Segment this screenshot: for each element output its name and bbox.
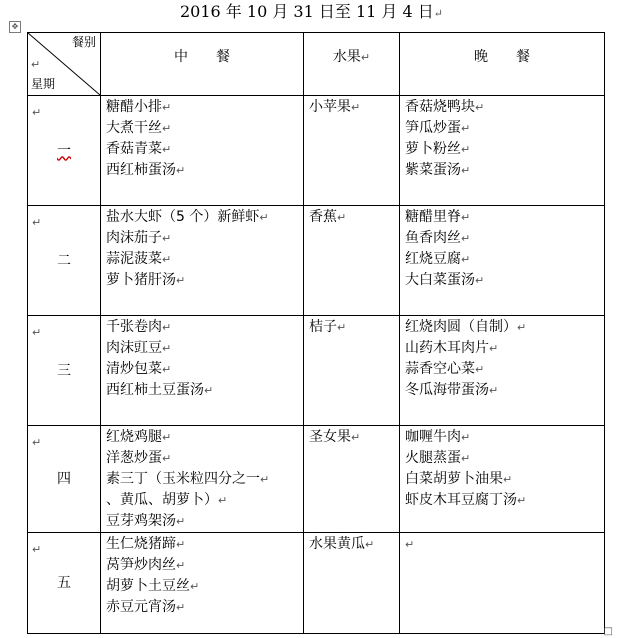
lunch-item bbox=[106, 576, 303, 597]
paragraph-mark: ↵ bbox=[162, 342, 172, 355]
paragraph-mark: ↵ bbox=[461, 211, 471, 224]
table-row bbox=[28, 206, 605, 316]
lunch-item-text: 香菇青菜 bbox=[106, 141, 162, 157]
header-fruit bbox=[304, 47, 399, 68]
table-row bbox=[28, 533, 605, 634]
lunch-cell bbox=[101, 426, 304, 533]
paragraph-mark: ↵ bbox=[32, 216, 42, 229]
header-dinner-cell bbox=[400, 33, 605, 96]
fruit-item-text: 水果黄瓜 bbox=[309, 536, 365, 552]
lunch-item-text: 千张卷肉 bbox=[106, 319, 162, 335]
lunch-cell bbox=[101, 96, 304, 206]
paragraph-mark: ↵ bbox=[517, 321, 527, 334]
dinner-list bbox=[400, 206, 604, 291]
lunch-item bbox=[106, 359, 303, 380]
weekday-label bbox=[28, 141, 100, 162]
paragraph-mark: ↵ bbox=[337, 321, 347, 334]
lunch-item bbox=[106, 97, 303, 118]
paragraph-mark: ↵ bbox=[475, 101, 485, 114]
lunch-cell bbox=[101, 206, 304, 316]
fruit-list bbox=[304, 533, 399, 555]
lunch-item bbox=[106, 555, 303, 576]
paragraph-mark: ↵ bbox=[162, 363, 172, 376]
weekday-text: 一 bbox=[57, 142, 71, 159]
fruit-cell bbox=[304, 316, 400, 426]
fruit-list bbox=[304, 316, 399, 338]
lunch-item bbox=[106, 207, 303, 228]
paragraph-mark: ↵ bbox=[260, 473, 270, 486]
header-diagonal-cell bbox=[28, 33, 101, 96]
lunch-item bbox=[106, 139, 303, 160]
lunch-item bbox=[106, 490, 303, 511]
lunch-item-text: 肉沫茄子 bbox=[106, 230, 162, 246]
menu-table bbox=[27, 32, 605, 634]
paragraph-mark: ↵ bbox=[190, 580, 200, 593]
dinner-item-text: 大白菜蛋汤 bbox=[405, 272, 475, 288]
day-cell bbox=[28, 96, 101, 206]
dinner-list bbox=[400, 533, 604, 555]
paragraph-mark: ↵ bbox=[475, 363, 485, 376]
fruit-list bbox=[304, 206, 399, 228]
lunch-item bbox=[106, 338, 303, 359]
lunch-item-text: 清炒包菜 bbox=[106, 361, 162, 377]
header-lunch-cell bbox=[101, 33, 304, 96]
paragraph-mark: ↵ bbox=[32, 436, 42, 449]
lunch-item-text: 洋葱炒蛋 bbox=[106, 450, 162, 466]
lunch-item bbox=[106, 249, 303, 270]
fruit-item bbox=[309, 317, 399, 338]
header-row bbox=[28, 33, 605, 96]
paragraph-mark: ↵ bbox=[351, 431, 361, 444]
lunch-item bbox=[106, 317, 303, 338]
paragraph-mark: ↵ bbox=[32, 543, 42, 556]
paragraph-mark: ↵ bbox=[162, 232, 172, 245]
lunch-item bbox=[106, 427, 303, 448]
dinner-item-text: 白菜胡萝卜油果 bbox=[405, 471, 503, 487]
dinner-item-text: 蒜香空心菜 bbox=[405, 361, 475, 377]
paragraph-mark: ↵ bbox=[31, 58, 41, 71]
fruit-item bbox=[309, 97, 399, 118]
lunch-item-text: 大煮干丝 bbox=[106, 120, 162, 136]
lunch-item bbox=[106, 469, 303, 490]
fruit-list bbox=[304, 96, 399, 118]
lunch-cell bbox=[101, 533, 304, 634]
header-lunch: 中 餐 bbox=[174, 49, 230, 65]
weekday-text: 五 bbox=[57, 575, 71, 591]
paragraph-mark: ↵ bbox=[176, 538, 186, 551]
paragraph-mark: ↵ bbox=[162, 143, 172, 156]
lunch-item-text: 糖醋小排 bbox=[106, 99, 162, 115]
lunch-list bbox=[101, 96, 303, 181]
fruit-cell bbox=[304, 533, 400, 634]
lunch-list bbox=[101, 206, 303, 291]
dinner-item bbox=[405, 118, 604, 139]
dinner-cell bbox=[400, 426, 605, 533]
paragraph-mark: ↵ bbox=[32, 326, 42, 339]
dinner-item-text: 火腿蒸蛋 bbox=[405, 450, 461, 466]
lunch-item-text: 红烧鸡腿 bbox=[106, 429, 162, 445]
end-of-cell-mark: □ bbox=[603, 626, 613, 637]
paragraph-mark: ↵ bbox=[162, 122, 172, 135]
paragraph-mark: ↵ bbox=[162, 101, 172, 114]
dinner-item bbox=[405, 160, 604, 181]
dinner-item bbox=[405, 448, 604, 469]
lunch-item-text: 生仁烧猪蹄 bbox=[106, 536, 176, 552]
dinner-item bbox=[405, 380, 604, 401]
fruit-item bbox=[309, 207, 399, 228]
dinner-item-text: 紫菜蛋汤 bbox=[405, 162, 461, 178]
paragraph-mark: ↵ bbox=[475, 274, 485, 287]
fruit-list bbox=[304, 426, 399, 448]
weekday-label bbox=[28, 361, 100, 382]
paragraph-mark: ↵ bbox=[162, 452, 172, 465]
paragraph-mark: ↵ bbox=[461, 431, 471, 444]
table-row bbox=[28, 96, 605, 206]
paragraph-mark: ↵ bbox=[204, 384, 214, 397]
header-dinner: 晚 餐 bbox=[474, 49, 530, 65]
lunch-list bbox=[101, 316, 303, 401]
lunch-item-text: 西红柿蛋汤 bbox=[106, 162, 176, 178]
header-weekday: 星期 bbox=[31, 77, 56, 91]
header-meal-type: 餐别 bbox=[71, 35, 96, 49]
paragraph-mark: ↵ bbox=[176, 559, 186, 572]
lunch-item-text: 西红柿土豆蛋汤 bbox=[106, 382, 204, 398]
paragraph-mark: ↵ bbox=[405, 538, 415, 551]
dinner-item bbox=[405, 249, 604, 270]
table-row bbox=[28, 426, 605, 533]
dinner-item bbox=[405, 490, 604, 511]
weekday-text: 四 bbox=[57, 471, 71, 487]
paragraph-mark: ↵ bbox=[461, 143, 471, 156]
day-cell bbox=[28, 426, 101, 533]
lunch-item-text: 蒜泥菠菜 bbox=[106, 251, 162, 267]
lunch-cell bbox=[101, 316, 304, 426]
paragraph-mark: ↵ bbox=[503, 473, 513, 486]
dinner-item bbox=[405, 338, 604, 359]
fruit-cell bbox=[304, 96, 400, 206]
paragraph-mark: ↵ bbox=[489, 342, 499, 355]
dinner-item-text: 红烧豆腐 bbox=[405, 251, 461, 267]
dinner-list bbox=[400, 96, 604, 181]
fruit-cell bbox=[304, 426, 400, 533]
paragraph-mark: ↵ bbox=[337, 211, 347, 224]
lunch-item-text: 素三丁（玉米粒四分之一 bbox=[106, 471, 260, 487]
lunch-item-text: 、黄瓜、胡萝卜） bbox=[106, 492, 218, 508]
dinner-item bbox=[405, 207, 604, 228]
lunch-list bbox=[101, 426, 303, 532]
paragraph-mark: ↵ bbox=[461, 164, 471, 177]
lunch-item bbox=[106, 511, 303, 532]
day-cell bbox=[28, 206, 101, 316]
paragraph-mark: ↵ bbox=[461, 232, 471, 245]
dinner-item-text: 萝卜粉丝 bbox=[405, 141, 461, 157]
dinner-item bbox=[405, 317, 604, 338]
dinner-item bbox=[405, 228, 604, 249]
paragraph-mark: ↵ bbox=[162, 321, 172, 334]
page-title bbox=[0, 2, 623, 24]
lunch-item-text: 赤豆元宵汤 bbox=[106, 599, 176, 615]
dinner-item-text: 虾皮木耳豆腐丁汤 bbox=[405, 492, 517, 508]
dinner-cell bbox=[400, 206, 605, 316]
paragraph-mark: ↵ bbox=[461, 452, 471, 465]
title-text: 2016 年 10 月 31 日至 11 月 4 日 bbox=[180, 2, 434, 21]
weekday-label bbox=[28, 469, 100, 490]
table-row bbox=[28, 316, 605, 426]
dinner-item bbox=[405, 270, 604, 291]
paragraph-mark: ↵ bbox=[517, 494, 527, 507]
fruit-cell bbox=[304, 206, 400, 316]
lunch-item bbox=[106, 228, 303, 249]
weekday-text: 三 bbox=[57, 362, 71, 379]
dinner-item-text: 山药木耳肉片 bbox=[405, 340, 489, 356]
header-fruit-cell bbox=[304, 33, 400, 96]
paragraph-mark: ↵ bbox=[365, 538, 375, 551]
lunch-item bbox=[106, 380, 303, 401]
lunch-item-text: 萝卜猪肝汤 bbox=[106, 272, 176, 288]
move-anchor-icon[interactable]: ✥ bbox=[9, 21, 21, 33]
paragraph-mark: ↵ bbox=[218, 494, 228, 507]
paragraph-mark: ↵ bbox=[489, 384, 499, 397]
lunch-item bbox=[106, 270, 303, 291]
lunch-item bbox=[106, 597, 303, 618]
dinner-item bbox=[405, 139, 604, 160]
paragraph-mark: ↵ bbox=[176, 274, 186, 287]
dinner-list bbox=[400, 426, 604, 511]
fruit-item-text: 圣女果 bbox=[309, 429, 351, 445]
dinner-item-text: 鱼香肉丝 bbox=[405, 230, 461, 246]
dinner-item-text: 笋瓜炒蛋 bbox=[405, 120, 461, 136]
lunch-item-text: 豆芽鸡架汤 bbox=[106, 513, 176, 529]
lunch-item-text: 胡萝卜土豆丝 bbox=[106, 578, 190, 594]
fruit-item-text: 桔子 bbox=[309, 319, 337, 335]
paragraph-mark: ↵ bbox=[461, 122, 471, 135]
dinner-item-text: 咖喱牛肉 bbox=[405, 429, 461, 445]
dinner-cell bbox=[400, 533, 605, 634]
fruit-item bbox=[309, 534, 399, 555]
weekday-text: 二 bbox=[57, 252, 71, 269]
lunch-list bbox=[101, 533, 303, 618]
fruit-item-text: 小苹果 bbox=[309, 99, 351, 115]
paragraph-mark: ↵ bbox=[162, 253, 172, 266]
fruit-item bbox=[309, 427, 399, 448]
paragraph-mark: ↵ bbox=[259, 211, 269, 224]
lunch-item-text: 肉沫豇豆 bbox=[106, 340, 162, 356]
day-cell bbox=[28, 533, 101, 634]
paragraph-mark: ↵ bbox=[176, 164, 186, 177]
weekday-label bbox=[28, 251, 100, 272]
fruit-item-text: 香蕉 bbox=[309, 209, 337, 225]
paragraph-mark: ↵ bbox=[461, 253, 471, 266]
dinner-item-text: 香菇烧鸭块 bbox=[405, 99, 475, 115]
paragraph-mark: ↵ bbox=[360, 50, 371, 64]
dinner-cell bbox=[400, 96, 605, 206]
header-fruit-label: 水果 bbox=[332, 48, 361, 65]
lunch-item-text: 莴笋炒肉丝 bbox=[106, 557, 176, 573]
weekday-label bbox=[28, 573, 100, 594]
day-cell bbox=[28, 316, 101, 426]
paragraph-mark: ↵ bbox=[176, 601, 186, 614]
paragraph-mark: ↵ bbox=[433, 7, 443, 20]
dinner-item-text: 糖醋里脊 bbox=[405, 209, 461, 225]
dinner-item bbox=[405, 427, 604, 448]
dinner-cell bbox=[400, 316, 605, 426]
dinner-item bbox=[405, 97, 604, 118]
paragraph-mark: ↵ bbox=[351, 101, 361, 114]
lunch-item bbox=[106, 448, 303, 469]
paragraph-mark: ↵ bbox=[162, 431, 172, 444]
dinner-item-text: 红烧肉圆（自制） bbox=[405, 319, 517, 335]
lunch-item bbox=[106, 118, 303, 139]
lunch-item bbox=[106, 160, 303, 181]
dinner-item bbox=[405, 469, 604, 490]
dinner-list bbox=[400, 316, 604, 401]
lunch-item bbox=[106, 534, 303, 555]
paragraph-mark: ↵ bbox=[176, 515, 186, 528]
paragraph-mark: ↵ bbox=[32, 106, 42, 119]
dinner-item bbox=[405, 359, 604, 380]
dinner-item-text: 冬瓜海带蛋汤 bbox=[405, 382, 489, 398]
lunch-item-text: 盐水大虾（5 个）新鲜虾 bbox=[106, 209, 260, 225]
